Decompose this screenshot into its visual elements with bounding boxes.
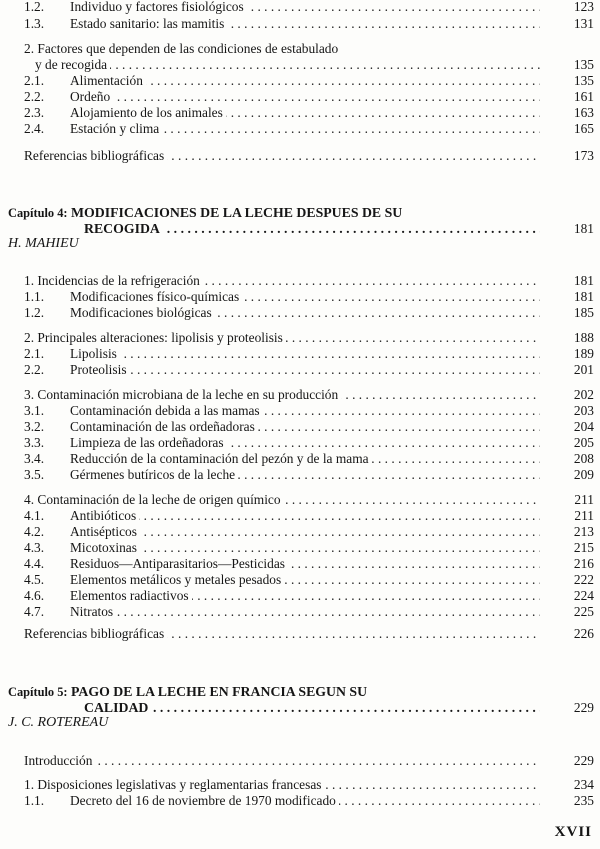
toc-entry-title: 3. Contaminación microbiana de la leche en su producción [24,387,341,402]
toc-entry [0,386,600,403]
toc-entry-page: 205 [573,435,594,450]
toc-section-heading: 2. Factores que dependen de las condiciones de estabulado [0,40,600,57]
toc-entry-title: 1. Incidencias de la refrigeración [24,273,203,288]
toc-entry-page: 216 [573,556,594,571]
chapter-heading: Capítulo 4: MODIFICACIONES DE LA LECHE DESPUES DE SU [8,205,403,220]
toc-entry [0,418,600,435]
toc-entry-number: 3.5. [24,467,45,482]
toc-references [0,625,600,642]
toc-entry-page: 204 [573,419,594,434]
toc-entry-number: 1.1. [24,793,45,808]
toc-entry [0,272,600,289]
toc-entry [0,507,600,524]
toc-entry-number: 1.1. [24,289,45,304]
toc-entry-title: Residuos—Antiparasitarios—Pesticidas [70,556,288,571]
toc-entry: 2.2. Ordeño . . . 161 [0,88,600,105]
toc-entry-page: 185 [573,305,594,320]
toc-entry-number: 3.3. [24,435,45,450]
toc-entry-number: 2.1. [24,346,45,361]
toc-entry: 2.1. Alimentación . . . 135 [0,72,600,89]
toc-entry-title: Antisépticos [70,524,140,539]
toc-entry-page: 235 [573,793,594,808]
toc-entry [0,792,600,809]
toc-entry [0,402,600,419]
toc-entry [0,539,600,556]
toc-entry [0,450,600,467]
toc-entry-number: 4.1. [24,508,45,523]
toc-entry [0,523,600,540]
toc-entry [0,288,600,305]
toc-entry [0,603,600,620]
toc-entry-title: Proteolisis [70,362,130,377]
toc-references-title: Referencias bibliográficas [24,626,167,641]
toc-entry-page: 189 [573,346,594,361]
toc-entry-title: 2. Principales alteraciones: lipolisis y proteolisis [24,330,286,345]
toc-entry-number: 3.4. [24,451,45,466]
toc-entry-page: 181 [573,289,594,304]
toc-entry-page: 181 [573,273,594,288]
toc-entry: 1.3. Estado sanitario: las mamitis . . . 131 [0,15,600,32]
toc-entry [0,587,600,604]
toc-entry [0,329,600,346]
toc-entry-title: 4. Contaminación de la leche de origen químico [24,492,284,507]
toc-entry [0,304,600,321]
chapter-heading-cont: CALIDAD . . . 229 [0,699,600,716]
chapter-heading-cont: RECOGIDA . . . 181 [0,220,600,237]
toc-entry-number: 1.2. [24,305,45,320]
toc-entry [0,571,600,588]
toc-section-heading-cont: y de recogida . . . 135 [0,56,600,73]
toc-entry [0,555,600,572]
toc-entry-title: Modificaciones físico-químicas [70,289,242,304]
toc-entry-number: 4.2. [24,524,45,539]
toc-entry-page: 215 [573,540,594,555]
toc-entry-title: Nitratos [70,604,116,619]
toc-entry-number: 3.2. [24,419,45,434]
toc-entry-title: Contaminación de las ordeñadoras [70,419,258,434]
toc-entry: 1.2. Individuo y factores fisiológicos . . . 123 [0,0,600,15]
toc-entry [0,466,600,483]
toc-entry-page: 203 [573,403,594,418]
toc-entry-number: 3.1. [24,403,45,418]
toc-references: Referencias bibliográficas . . . 173 [0,147,600,164]
toc-entry [0,776,600,793]
toc-entry-title: Contaminación debida a las mamas [70,403,263,418]
toc-entry-title: Limpieza de las ordeñadoras [70,435,227,450]
toc-entry-number: 4.6. [24,588,45,603]
toc-entry-title: Modificaciones biológicas [70,305,215,320]
toc-entry-page: 201 [573,362,594,377]
toc-entry-page: 208 [573,451,594,466]
toc-entry: 2.3. Alojamiento de los animales . . . 163 [0,104,600,121]
toc-entry-title: Antibióticos [70,508,139,523]
toc-entry-title: Elementos radiactivos [70,588,192,603]
toc-entry-page: 202 [573,387,594,402]
toc-entry [0,345,600,362]
toc-references-page: 226 [573,626,594,641]
toc-entry [0,361,600,378]
toc-entry-number: 4.3. [24,540,45,555]
toc-entry-page: 224 [573,588,594,603]
toc-entry-number: 2.2. [24,362,45,377]
toc-entry-page: 188 [573,330,594,345]
chapter-heading: Capítulo 5: PAGO DE LA LECHE EN FRANCIA SEGUN SU [8,684,368,699]
toc-entry [0,434,600,451]
toc-entry-page: 213 [573,524,594,539]
toc-entry-page: 225 [573,604,594,619]
toc-entry: 2.4. Estación y clima . . . 165 [0,120,600,137]
toc-entry-page: 229 [573,753,594,768]
toc-entry-page: 211 [574,508,594,523]
toc-entry-number: 4.5. [24,572,45,587]
page-folio: XVII [554,824,592,840]
toc-entry-title: Lipolisis [70,346,120,361]
toc-entry-number: 4.7. [24,604,45,619]
toc-entry-title: Micotoxinas [70,540,140,555]
toc-entry [0,491,600,508]
toc-entry-page: 211 [574,492,594,507]
toc-entry-title: 1. Disposiciones legislativas y reglamentarias francesas [24,777,324,792]
toc-entry-title: Introducción [24,753,95,768]
toc-entry-title: Gérmenes butíricos de la leche [70,467,238,482]
chapter-author: J. C. ROTEREAU [8,715,109,730]
chapter-author: H. MAHIEU [8,236,79,251]
toc-entry-page: 209 [573,467,594,482]
toc-entry-page: 234 [573,777,594,792]
toc-entry-title: Decreto del 16 de noviembre de 1970 modificado [70,793,339,808]
toc-entry [0,752,600,769]
toc-entry-page: 222 [573,572,594,587]
toc-entry-number: 4.4. [24,556,45,571]
toc-entry-title: Elementos metálicos y metales pesados [70,572,284,587]
toc-entry-title: Reducción de la contaminación del pezón y de la mama [70,451,372,466]
